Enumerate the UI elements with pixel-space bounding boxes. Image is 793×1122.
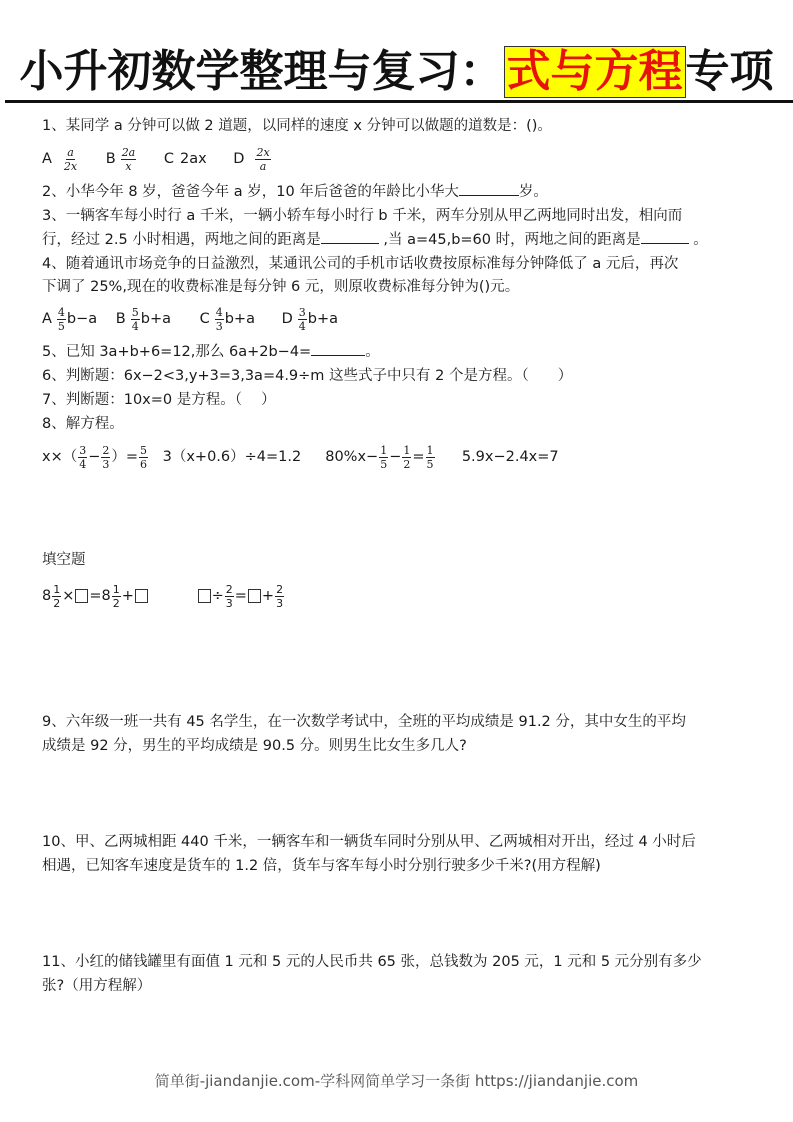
answer-box[interactable] — [75, 589, 88, 603]
question-11-line-1: 11、小红的储钱罐里有面值 1 元和 5 元的人民币共 65 张，总钱数为 205 元，1 元和 5 元分别有多少 — [42, 954, 702, 970]
fill-equation-1: 8 $\frac{1}{2}$ × =8 $\frac{1}{2}$ + — [42, 582, 192, 610]
title-highlight: 式与方程 — [504, 46, 686, 98]
footer-watermark: 简单街-jiandanjie.com-学科网简单学习一条街 https://jiandanjie.com — [154, 1072, 639, 1090]
question-1-options — [42, 146, 294, 172]
answer-box[interactable] — [135, 589, 148, 603]
option-c: C $\frac{4}{3}$ b+a — [199, 305, 255, 333]
option-b: B $\frac{5}{4}$ b+a — [115, 305, 171, 333]
question-2: 2、小华今年 8 岁，爸爸今年 a 岁，10 年后爸爸的年龄比小华大 岁。 — [42, 184, 548, 200]
option-d: D $\frac{2x}{a}$ — [233, 145, 270, 173]
question-3-line-2: 行，经过 2.5 小时相遇，两地之间的距离是 ,当 a=45,b=60 时，两地之间的距离是 。 — [42, 232, 708, 248]
answer-box[interactable] — [198, 589, 211, 603]
equation-4: 5.9x−2.4x=7 — [461, 449, 559, 465]
question-4-line-2: 下调了 25%,现在的收费标准是每分钟 6 元，则原收费标准每分钟为()元。 — [42, 279, 520, 295]
question-9-line-1: 9、六年级一班一共有 45 名学生，在一次数学考试中，全班的平均成绩是 91.2 分，其中女生的平均 — [42, 714, 686, 730]
fill-blank-heading: 填空题 — [42, 552, 86, 568]
question-4-line-1: 4、随着通讯市场竞争的日益激烈，某通讯公司的手机市话收费按原标准每分钟降低了 a 元后，再次 — [42, 256, 679, 272]
question-10-line-2: 相遇，已知客车速度是货车的 1.2 倍，货车与客车每小时分别行驶多少千米?(用方程解) — [42, 858, 601, 874]
equation-2: 3（x+0.6）÷4=1.2 — [162, 449, 302, 465]
equations-row — [42, 443, 559, 471]
title-suffix: 专项 — [685, 46, 774, 97]
fraction: $\frac{2x}{a}$ — [256, 145, 270, 173]
question-1: 1、某同学 a 分钟可以做 2 道题，以同样的速度 x 分钟可以做题的道数是：()。 — [42, 118, 552, 134]
equation-1: x×（ $\frac{3}{4}$ − $\frac{2}{3}$ ）= $\frac{5}{6}$ — [42, 443, 148, 471]
answer-blank[interactable] — [321, 230, 379, 244]
answer-blank[interactable] — [311, 342, 365, 356]
question-9-line-2: 成绩是 92 分，男生的平均成绩是 90.5 分。则男生比女生多几人? — [42, 738, 467, 754]
equation-3: 80%x− $\frac{1}{5}$ − $\frac{1}{2}$ = $\frac{1}{5}$ — [325, 443, 434, 471]
question-8: 8、解方程。 — [42, 416, 124, 432]
question-4-options — [42, 305, 360, 333]
question-11-line-2: 张?（用方程解） — [42, 978, 152, 994]
title-divider — [5, 100, 793, 103]
question-7: 7、判断题：10x=0 是方程。（ ） — [42, 392, 276, 408]
question-3-line-1: 3、一辆客车每小时行 a 千米，一辆小轿车每小时行 b 千米，两车分别从甲乙两地同时出发，相向而 — [42, 208, 683, 224]
answer-blank[interactable] — [459, 182, 519, 196]
option-b: B $\frac{2a}{x}$ — [105, 145, 136, 173]
question-5: 5、已知 3a+b+6=12,那么 6a+2b−4= 。 — [42, 344, 380, 360]
option-d: D $\frac{3}{4}$ b+a — [281, 305, 338, 333]
option-a: A $\frac{4}{5}$ b−a — [42, 305, 98, 333]
fraction: $\frac{2a}{x}$ — [121, 145, 136, 173]
option-a: A $\frac{a}{2x}$ — [42, 145, 78, 173]
fill-blank-row — [42, 582, 285, 610]
fraction: $\frac{a}{2x}$ — [63, 145, 78, 173]
page-title — [0, 42, 793, 102]
title-prefix: 小升初数学整理与复习： — [19, 46, 504, 97]
option-c: C 2ax — [163, 151, 207, 167]
fill-equation-2: ÷ $\frac{2}{3}$ = + $\frac{2}{3}$ — [197, 588, 285, 604]
answer-blank[interactable] — [641, 230, 689, 244]
answer-box[interactable] — [248, 589, 261, 603]
question-6: 6、判断题：6x−2<3,y+3=3,3a=4.9÷m 这些式子中只有 2 个是方程。（ ） — [42, 368, 573, 384]
question-10-line-1: 10、甲、乙两城相距 440 千米，一辆客车和一辆货车同时分别从甲、乙两城相对开出，经过 4 小时后 — [42, 834, 696, 850]
